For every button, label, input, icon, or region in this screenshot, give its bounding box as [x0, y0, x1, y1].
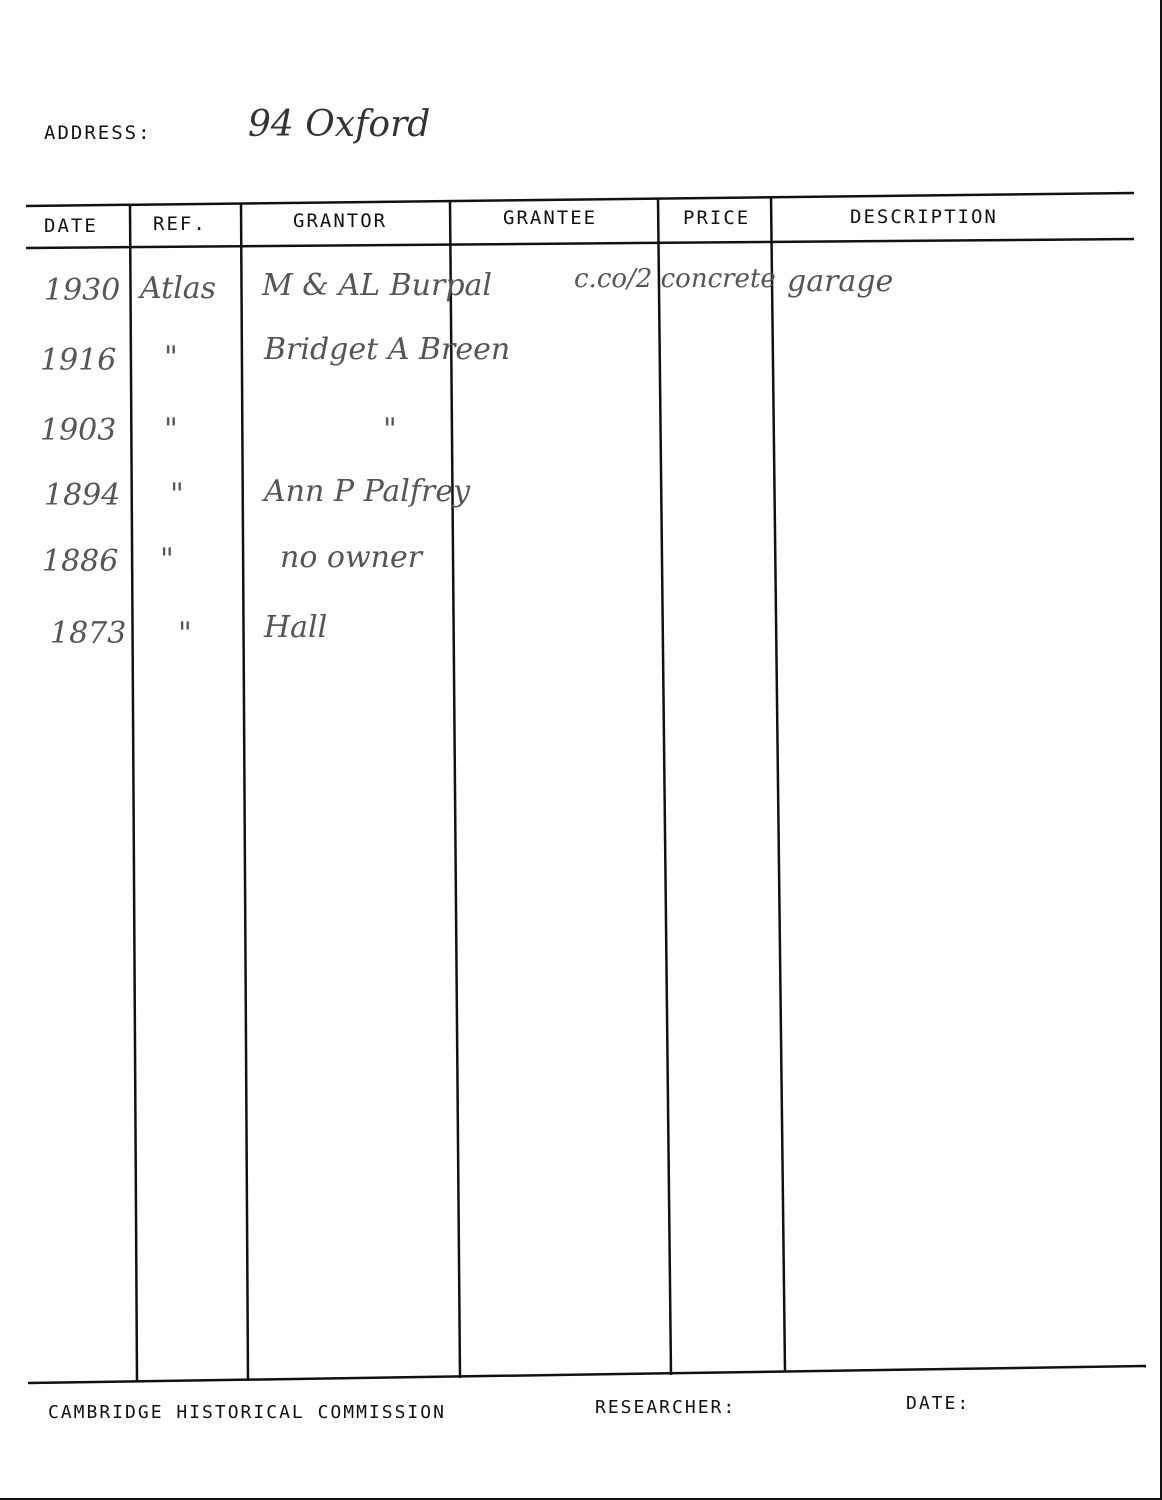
column-header-price: PRICE — [683, 207, 751, 229]
row-ref: " — [178, 616, 192, 651]
row-ref: " — [164, 412, 178, 447]
footer-researcher-label: RESEARCHER: — [595, 1397, 737, 1418]
footer-date-label: DATE: — [906, 1393, 971, 1414]
col-divider-date — [130, 204, 137, 1381]
column-header-grantee: GRANTEE — [503, 207, 598, 229]
footer-organization: CAMBRIDGE HISTORICAL COMMISSION — [48, 1402, 446, 1423]
row-ref: Atlas — [140, 271, 217, 306]
row-ref: " — [164, 340, 178, 375]
column-header-grantor: GRANTOR — [293, 210, 388, 232]
row-grantor: M & AL Burpal — [262, 268, 493, 303]
col-divider-grantee — [658, 198, 671, 1375]
column-header-date: DATE — [44, 215, 98, 237]
row-description: garage — [787, 264, 894, 299]
row-grantor: Bridget A Breen — [264, 332, 511, 367]
row-date: 1886 — [42, 544, 119, 579]
row-grantee: c.co/2 concrete — [574, 264, 776, 294]
address-label: ADDRESS: — [44, 122, 152, 144]
column-header-description: DESCRIPTION — [850, 206, 998, 228]
row-date: 1894 — [44, 478, 121, 513]
col-divider-grantor — [450, 201, 460, 1378]
table-bottom-rule — [28, 1366, 1146, 1383]
row-date: 1903 — [40, 413, 117, 448]
row-date: 1916 — [40, 343, 117, 378]
row-grantor: " — [383, 412, 397, 447]
col-divider-price — [771, 196, 785, 1372]
table-top-rule — [26, 193, 1134, 206]
address-value: 94 Oxford — [248, 104, 431, 145]
row-date: 1873 — [50, 616, 127, 651]
row-ref: " — [170, 477, 184, 512]
column-header-ref: REF. — [153, 213, 207, 235]
row-ref: " — [160, 542, 174, 577]
row-grantor: Ann P Palfrey — [264, 474, 471, 509]
row-grantor: no owner — [280, 540, 423, 575]
header-bottom-rule — [26, 239, 1134, 248]
row-date: 1930 — [44, 273, 121, 308]
col-divider-ref — [241, 203, 248, 1381]
row-grantor: Hall — [264, 610, 328, 645]
